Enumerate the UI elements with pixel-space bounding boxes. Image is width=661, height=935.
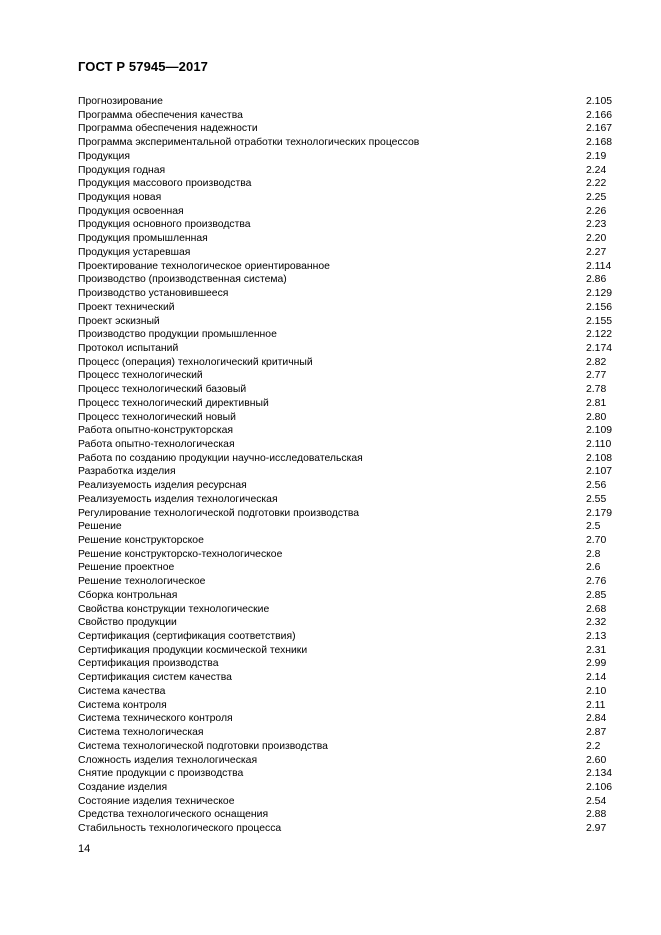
index-term: Сертификация (сертификация соответствия) — [78, 631, 296, 643]
index-reference: 2.25 — [586, 192, 607, 204]
index-reference: 2.56 — [586, 480, 607, 492]
index-reference: 2.77 — [586, 370, 607, 382]
index-term: Система технологическая — [78, 727, 204, 739]
index-term: Создание изделия — [78, 781, 168, 793]
index-entry — [78, 260, 612, 274]
index-entry — [78, 479, 607, 493]
index-reference: 2.97 — [586, 823, 607, 835]
index-reference: 2.68 — [586, 603, 607, 615]
index-entry — [78, 424, 613, 438]
index-reference: 2.109 — [586, 425, 613, 437]
index-entry — [78, 726, 607, 740]
index-term: Производство продукции промышленное — [78, 329, 277, 341]
index-term: Процесс технологический — [78, 370, 203, 382]
index-term: Программа обеспечения надежности — [78, 123, 258, 135]
index-entry — [78, 232, 607, 246]
index-entry — [78, 342, 613, 356]
index-reference: 2.78 — [586, 384, 607, 396]
index-reference: 2.99 — [586, 658, 607, 670]
index-reference: 2.167 — [586, 123, 613, 135]
index-term: Продукция основного производства — [78, 219, 251, 231]
index-reference: 2.107 — [586, 466, 613, 478]
index-term: Прогнозирование — [78, 96, 163, 107]
index-reference: 2.86 — [586, 274, 607, 286]
index-term: Продукция промышленная — [78, 233, 208, 245]
index-term: Процесс технологический новый — [78, 411, 236, 423]
index-entry — [78, 452, 613, 466]
index-term: Реализуемость изделия ресурсная — [78, 480, 247, 492]
index-term: Реализуемость изделия технологическая — [78, 493, 278, 505]
index-entry — [78, 328, 613, 342]
index-reference: 2.11 — [586, 699, 606, 711]
index-reference: 2.155 — [586, 315, 613, 327]
index-reference: 2.108 — [586, 452, 613, 464]
index-term: Сборка контрольная — [78, 589, 178, 601]
index-entry — [78, 287, 613, 301]
index-entry — [78, 493, 607, 507]
index-entry — [78, 561, 601, 575]
index-reference: 2.55 — [586, 493, 607, 505]
index-entry — [78, 150, 607, 164]
index-term: Система технологической подготовки производства — [78, 740, 328, 752]
index-term: Состояние изделия техническое — [78, 795, 235, 807]
index-entry — [78, 122, 613, 136]
index-term: Решение проектное — [78, 562, 175, 574]
index-reference: 2.110 — [586, 438, 612, 450]
index-entry — [78, 822, 607, 836]
index-term: Продукция новая — [78, 192, 162, 204]
index-term: Сертификация производства — [78, 658, 219, 670]
index-entry — [78, 685, 607, 699]
index-entry — [78, 657, 607, 671]
index-reference: 2.85 — [586, 589, 607, 601]
index-entry — [78, 699, 606, 713]
index-entry — [78, 589, 607, 603]
index-term: Сложность изделия технологическая — [78, 754, 258, 766]
index-term: Система качества — [78, 685, 166, 697]
index-term: Стабильность технологического процесса — [78, 823, 282, 835]
index-entry — [78, 369, 607, 383]
index-term: Система контроля — [78, 699, 167, 711]
index-reference: 2.129 — [586, 288, 613, 300]
index-reference: 2.105 — [586, 96, 613, 107]
index-term: Программа экспериментальной отработки технологических процессов — [78, 137, 420, 149]
index-entry — [78, 95, 613, 109]
index-reference: 2.24 — [586, 164, 607, 176]
index-entry — [78, 671, 607, 685]
index-term: Свойства конструкции технологические — [78, 603, 270, 615]
index-reference: 2.32 — [586, 617, 607, 629]
index-reference: 2.76 — [586, 576, 607, 588]
index-entry — [78, 795, 607, 809]
index-entry — [78, 740, 601, 754]
index-reference: 2.174 — [586, 342, 613, 354]
index-entry — [78, 177, 607, 191]
index-reference: 2.8 — [586, 548, 601, 560]
index-reference: 2.156 — [586, 301, 613, 313]
index-entry — [78, 630, 607, 644]
alphabetical-index — [78, 95, 613, 836]
index-reference: 2.27 — [586, 246, 607, 258]
index-entry — [78, 301, 613, 315]
index-term: Проект технический — [78, 301, 175, 313]
index-entry — [78, 246, 607, 260]
index-reference: 2.5 — [586, 521, 601, 533]
index-reference: 2.19 — [586, 150, 607, 162]
index-term: Работа опытно-конструкторская — [78, 425, 234, 437]
index-term: Средства технологического оснащения — [78, 809, 269, 821]
index-term: Решение конструкторско-технологическое — [78, 548, 283, 560]
index-term: Разработка изделия — [78, 466, 176, 478]
index-reference: 2.106 — [586, 781, 613, 793]
index-entry — [78, 397, 607, 411]
index-term: Производство установившееся — [78, 288, 229, 300]
index-reference: 2.20 — [586, 233, 607, 245]
index-term: Протокол испытаний — [78, 342, 179, 354]
index-reference: 2.122 — [586, 329, 613, 341]
index-term: Процесс технологический базовый — [78, 384, 247, 396]
index-entry — [78, 218, 607, 232]
index-term: Регулирование технологической подготовки производства — [78, 507, 360, 519]
index-reference: 2.114 — [586, 260, 612, 272]
index-reference: 2.23 — [586, 219, 607, 231]
index-term: Продукция освоенная — [78, 205, 184, 217]
index-entry — [78, 383, 607, 397]
index-entry — [78, 273, 607, 287]
index-reference: 2.6 — [586, 562, 601, 574]
index-entry — [78, 644, 607, 658]
index-entry — [78, 356, 607, 370]
index-reference: 2.134 — [586, 768, 613, 780]
index-reference: 2.54 — [586, 795, 607, 807]
index-entry — [78, 507, 613, 521]
index-entry — [78, 520, 601, 534]
index-term: Продукция устаревшая — [78, 246, 191, 258]
index-entry — [78, 603, 607, 617]
index-term: Свойство продукции — [78, 617, 177, 629]
index-term: Снятие продукции с производства — [78, 768, 244, 780]
index-term: Продукция массового производства — [78, 178, 252, 190]
index-term: Процесс (операция) технологический критичный — [78, 356, 313, 368]
index-term: Производство (производственная система) — [78, 274, 287, 286]
index-reference: 2.80 — [586, 411, 607, 423]
index-term: Проектирование технологическое ориентированное — [78, 260, 330, 272]
index-entry — [78, 191, 607, 205]
index-term: Работа по созданию продукции научно-исследовательская — [78, 452, 363, 464]
index-term: Сертификация продукции космической техники — [78, 644, 308, 656]
index-reference: 2.168 — [586, 137, 613, 149]
index-reference: 2.2 — [586, 740, 601, 752]
document-header: ГОСТ Р 57945—2017 — [78, 59, 208, 74]
index-entry — [78, 109, 613, 123]
index-entry — [78, 575, 607, 589]
index-term: Продукция — [78, 150, 130, 162]
index-entry — [78, 534, 607, 548]
index-term: Решение — [78, 521, 122, 533]
index-reference: 2.81 — [586, 397, 607, 409]
index-entry — [78, 465, 613, 479]
index-term: Продукция годная — [78, 164, 166, 176]
index-term: Работа опытно-технологическая — [78, 438, 235, 450]
index-entry — [78, 616, 607, 630]
index-reference: 2.70 — [586, 535, 607, 546]
index-term: Проект эскизный — [78, 315, 160, 327]
index-term: Решение конструкторское — [78, 535, 204, 546]
index-reference: 2.22 — [586, 178, 607, 190]
index-entry — [78, 754, 607, 768]
index-reference: 2.13 — [586, 631, 607, 643]
index-reference: 2.87 — [586, 727, 607, 739]
index-term: Решение технологическое — [78, 576, 206, 588]
index-entry — [78, 767, 613, 781]
index-entry — [78, 315, 613, 329]
index-reference: 2.84 — [586, 713, 607, 725]
index-entry — [78, 136, 613, 150]
index-entry — [78, 411, 607, 425]
index-reference: 2.82 — [586, 356, 607, 368]
index-reference: 2.166 — [586, 109, 613, 121]
index-term: Система технического контроля — [78, 713, 233, 725]
page-number: 14 — [78, 843, 91, 855]
index-term: Сертификация систем качества — [78, 672, 232, 684]
index-entry — [78, 548, 601, 562]
index-reference: 2.10 — [586, 685, 607, 697]
index-reference: 2.31 — [586, 644, 607, 656]
index-term: Процесс технологический директивный — [78, 397, 269, 409]
index-entry — [78, 781, 613, 795]
index-reference: 2.60 — [586, 754, 607, 766]
index-entry — [78, 808, 607, 822]
index-reference: 2.26 — [586, 205, 607, 217]
index-entry — [78, 205, 607, 219]
index-reference: 2.179 — [586, 507, 613, 519]
index-entry — [78, 164, 607, 178]
index-term: Программа обеспечения качества — [78, 109, 243, 121]
index-reference: 2.14 — [586, 672, 607, 684]
index-entry — [78, 438, 612, 452]
index-reference: 2.88 — [586, 809, 607, 821]
index-entry — [78, 712, 607, 726]
